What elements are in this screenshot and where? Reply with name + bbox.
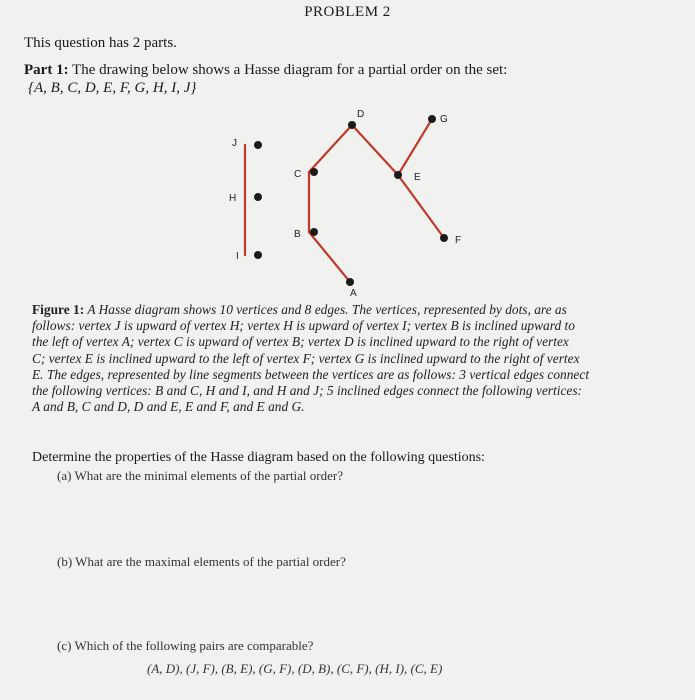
- label-E: E: [414, 172, 421, 183]
- vertex-F: [440, 234, 448, 242]
- caption-line: Figure 1: A Hasse diagram shows 10 vertices and 8 edges. The vertices, represented by dots, are as: [32, 302, 567, 317]
- vertex-E: [394, 171, 402, 179]
- label-B: B: [294, 229, 301, 240]
- edge-C-D: [309, 125, 352, 172]
- diagram-edges: [245, 119, 444, 282]
- vertex-I: [254, 251, 262, 259]
- hasse-diagram: [0, 0, 695, 300]
- questions-intro: Determine the properties of the Hasse diagram based on the following questions:: [32, 450, 485, 465]
- label-I: I: [236, 251, 239, 262]
- vertex-C: [310, 168, 318, 176]
- vertex-H: [254, 193, 262, 201]
- caption-line: A and B, C and D, D and E, E and F, and E and G.: [32, 399, 305, 415]
- figure-label: Figure 1:: [32, 302, 85, 317]
- edge-E-F: [398, 175, 444, 238]
- vertex-labels: [229, 109, 461, 299]
- problem-title: PROBLEM 2: [304, 4, 391, 20]
- part1-label: Part 1:: [24, 62, 69, 78]
- caption-line: follows: vertex J is upward of vertex H; vertex H is upward of vertex I; vertex B is inclined upward to: [32, 318, 575, 334]
- label-G: G: [440, 114, 448, 125]
- label-C: C: [294, 169, 302, 180]
- caption-line: C; vertex E is inclined upward to the left of vertex F; vertex G is inclined upward to the right of vertex: [32, 350, 580, 366]
- vertex-J: [254, 141, 262, 149]
- vertex-G: [428, 115, 436, 123]
- edge-D-E: [352, 125, 398, 175]
- label-H: H: [229, 193, 237, 204]
- part1-text: The drawing below shows a Hasse diagram for a partial order on the set:: [72, 62, 508, 78]
- label-J: J: [232, 138, 237, 149]
- edge-A-B: [309, 232, 350, 282]
- label-D: D: [357, 109, 365, 120]
- vertex-D: [348, 121, 356, 129]
- caption-line: the following vertices: B and C, H and I, and H and J; 5 inclined edges connect the following vertices:: [32, 383, 583, 399]
- edge-E-G: [398, 119, 432, 175]
- caption-line: the left of vertex A; vertex C is upward of vertex B; vertex D is inclined upward to the right of vertex: [32, 334, 569, 350]
- vertex-A: [346, 278, 354, 286]
- figure-caption: [32, 302, 682, 415]
- label-F: F: [455, 235, 462, 246]
- set-notation: {A, B, C, D, E, F, G, H, I, J}: [28, 80, 197, 96]
- comparable-pairs: (A, D), (J, F), (B, E), (G, F), (D, B), (C, F), (H, I), (C, E): [147, 661, 443, 676]
- question-a: (a) What are the minimal elements of the partial order?: [57, 468, 343, 483]
- caption-line: E. The edges, represented by line segments between the vertices are as follows: 3 vertical edges connect: [32, 366, 590, 382]
- question-c: (c) Which of the following pairs are comparable?: [57, 638, 314, 653]
- label-A: A: [350, 288, 357, 299]
- intro-text: This question has 2 parts.: [24, 35, 177, 51]
- vertex-B: [310, 228, 318, 236]
- question-b: (b) What are the maximal elements of the partial order?: [57, 554, 346, 569]
